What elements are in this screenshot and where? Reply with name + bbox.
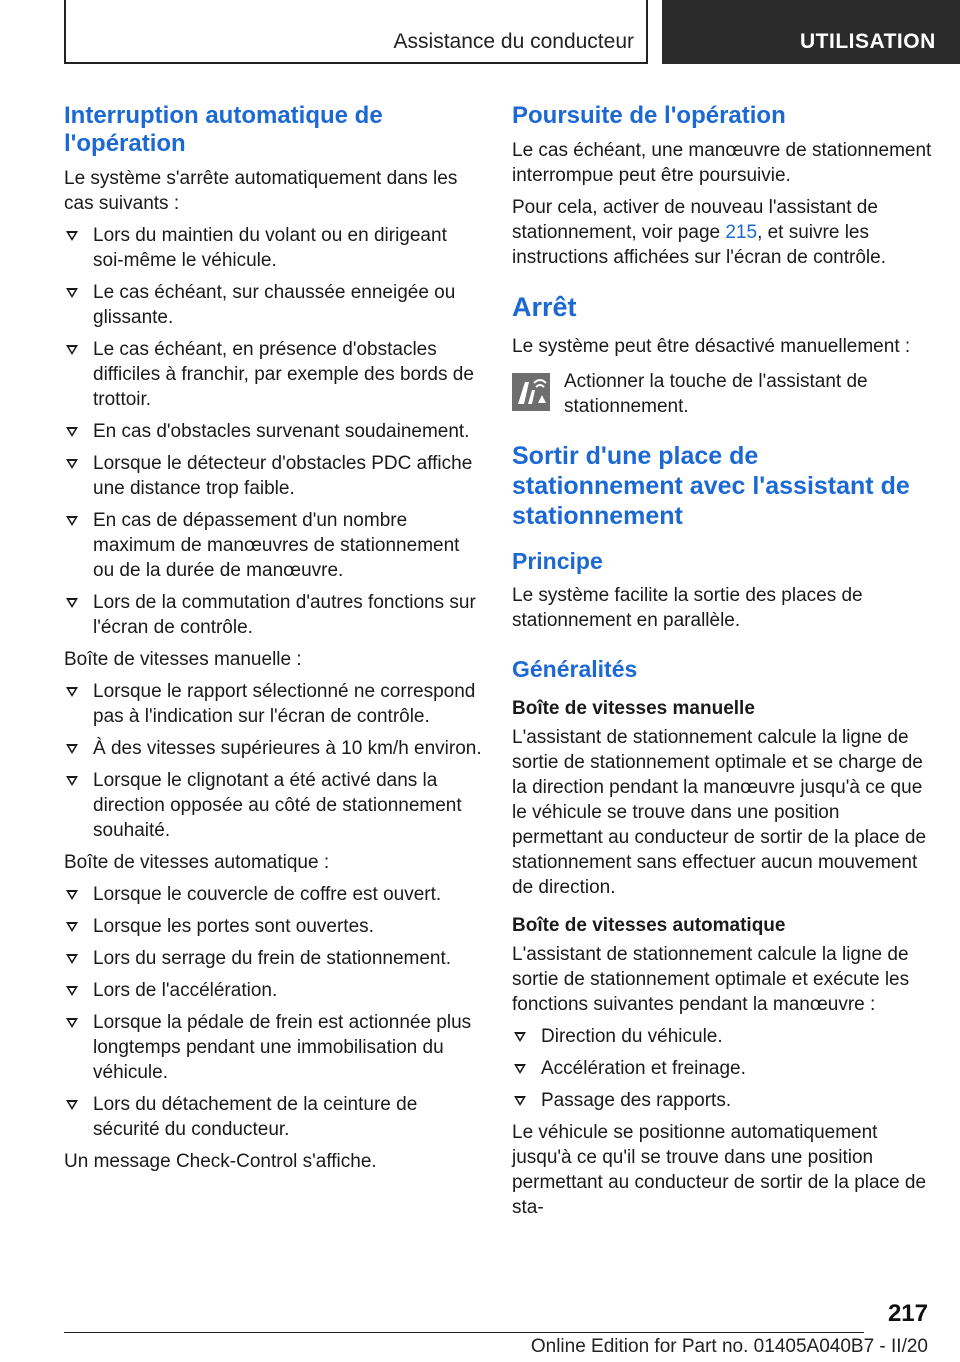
list-item: Lorsque le détecteur d'obstacles PDC affiche une distance trop faible.: [64, 451, 482, 501]
manual-gearbox-text: L'assistant de stationnement calcule la ligne de sortie de stationnement optimale et se charge de la direction pendant la manœuvre jusqu'à ce que le véhicule se trouve dans une position permettant au conducteur de sortir de la place de stationnement sans effectuer aucun mouvement de direction.: [512, 727, 927, 898]
page-link-215[interactable]: 215: [725, 222, 758, 243]
triangle-bullet-icon: [66, 231, 78, 241]
list-item: Accélération et freinage.: [512, 1056, 932, 1081]
list-item: Lorsque le rapport sélectionné ne correspond pas à l'indication sur l'écran de contrôle.: [64, 679, 482, 729]
list-item: Passage des rapports.: [512, 1088, 932, 1113]
heading-continue: Poursuite de l'opération: [512, 102, 786, 129]
triangle-bullet-icon: [66, 776, 78, 786]
triangle-bullet-icon: [66, 1100, 78, 1110]
list-item: Lors du serrage du frein de stationnement.: [64, 946, 482, 971]
triangle-bullet-icon: [66, 598, 78, 608]
continue-text-2: Pour cela, activer de nouveau l'assistant de stationnement, voir page 215, et suivre les instructions affichées sur l'écran de contrôle.: [512, 197, 886, 268]
triangle-bullet-icon: [66, 744, 78, 754]
list-item: Lors du détachement de la ceinture de sécurité du conducteur.: [64, 1092, 482, 1142]
header-chapter-title: UTILISATION: [800, 30, 936, 53]
header-section-title: Assistance du conducteur: [393, 30, 634, 53]
list-item: Le cas échéant, en présence d'obstacles difficiles à franchir, par exemple des bords de trottoir.: [64, 337, 482, 412]
parking-assistant-button-icon: [512, 373, 550, 411]
manual-gearbox-list: [64, 679, 482, 843]
principle-text: Le système facilite la sortie des places de stationnement en parallèle.: [512, 585, 863, 631]
header-chapter-box: [662, 0, 960, 64]
list-item: Lorsque la pédale de frein est actionnée plus longtemps pendant une immobilisation du véhicule.: [64, 1010, 482, 1085]
interruption-list: [64, 223, 482, 640]
right-column: [512, 102, 932, 1227]
triangle-bullet-icon: [514, 1032, 526, 1042]
list-item: En cas d'obstacles survenant soudainement.: [64, 419, 482, 444]
triangle-bullet-icon: [66, 890, 78, 900]
list-item: Lors de la commutation d'autres fonctions sur l'écran de contrôle.: [64, 590, 482, 640]
manual-gearbox-label: Boîte de vitesses manuelle :: [64, 649, 302, 670]
list-item: Lorsque les portes sont ouvertes.: [64, 914, 482, 939]
auto-functions-list: [512, 1024, 932, 1113]
continue-text-1: Le cas échéant, une manœuvre de stationnement interrompue peut être poursuivie.: [512, 140, 932, 186]
triangle-bullet-icon: [66, 986, 78, 996]
footer-divider: [64, 1332, 864, 1333]
list-item: Lorsque le couvercle de coffre est ouvert.: [64, 882, 482, 907]
auto-gearbox-text: L'assistant de stationnement calcule la ligne de sortie de stationnement optimale et exécute les fonctions suivantes pendant la manœuvre :: [512, 944, 910, 1015]
heading-principle: Principe: [512, 548, 603, 574]
triangle-bullet-icon: [66, 516, 78, 526]
triangle-bullet-icon: [66, 345, 78, 355]
auto-gearbox-label: Boîte de vitesses automatique :: [64, 852, 330, 873]
button-instruction-text: Actionner la touche de l'assistant de stationnement.: [564, 371, 868, 417]
list-item: Lorsque le clignotant a été activé dans la direction opposée au côté de stationnement souhaité.: [64, 768, 482, 843]
page-number: 217: [887, 1300, 928, 1327]
list-item: En cas de dépassement d'un nombre maximum de manœuvres de stationnement ou de la durée de manœuvre.: [64, 508, 482, 583]
interruption-intro: Le système s'arrête automatiquement dans les cas suivants :: [64, 168, 458, 214]
check-control-message: Un message Check-Control s'affiche.: [64, 1151, 377, 1172]
heading-auto-gearbox: Boîte de vitesses automatique: [512, 915, 786, 936]
heading-stop: Arrêt: [512, 292, 577, 322]
heading-exit-parking: Sortir d'une place de stationnement avec l'assistant de stationnement: [512, 442, 910, 530]
triangle-bullet-icon: [66, 922, 78, 932]
triangle-bullet-icon: [66, 687, 78, 697]
triangle-bullet-icon: [514, 1064, 526, 1074]
list-item: Direction du véhicule.: [512, 1024, 932, 1049]
button-instruction: [512, 369, 932, 419]
heading-manual-gearbox: Boîte de vitesses manuelle: [512, 698, 755, 719]
triangle-bullet-icon: [66, 459, 78, 469]
list-item: À des vitesses supérieures à 10 km/h environ.: [64, 736, 482, 761]
list-item: Lors du maintien du volant ou en dirigeant soi-même le véhicule.: [64, 223, 482, 273]
heading-interruption: Interruption automatique de l'opération: [64, 102, 383, 157]
stop-text: Le système peut être désactivé manuellement :: [512, 336, 911, 357]
list-item: Le cas échéant, sur chaussée enneigée ou glissante.: [64, 280, 482, 330]
left-column: [64, 102, 482, 1181]
auto-gearbox-list: [64, 882, 482, 1142]
triangle-bullet-icon: [514, 1096, 526, 1106]
list-item: Lors de l'accélération.: [64, 978, 482, 1003]
auto-positioning-text: Le véhicule se positionne automatiquement jusqu'à ce qu'il se trouve dans une position permettant au conducteur de sortir de la place de sta-: [512, 1122, 927, 1218]
triangle-bullet-icon: [66, 1018, 78, 1028]
footer-edition: Online Edition for Part no. 01405A040B7 - II/20: [530, 1336, 928, 1357]
heading-general: Généralités: [512, 656, 638, 682]
parking-assistant-icon: [512, 373, 550, 411]
triangle-bullet-icon: [66, 954, 78, 964]
header-section-box: [64, 0, 648, 64]
triangle-bullet-icon: [66, 427, 78, 437]
triangle-bullet-icon: [66, 288, 78, 298]
